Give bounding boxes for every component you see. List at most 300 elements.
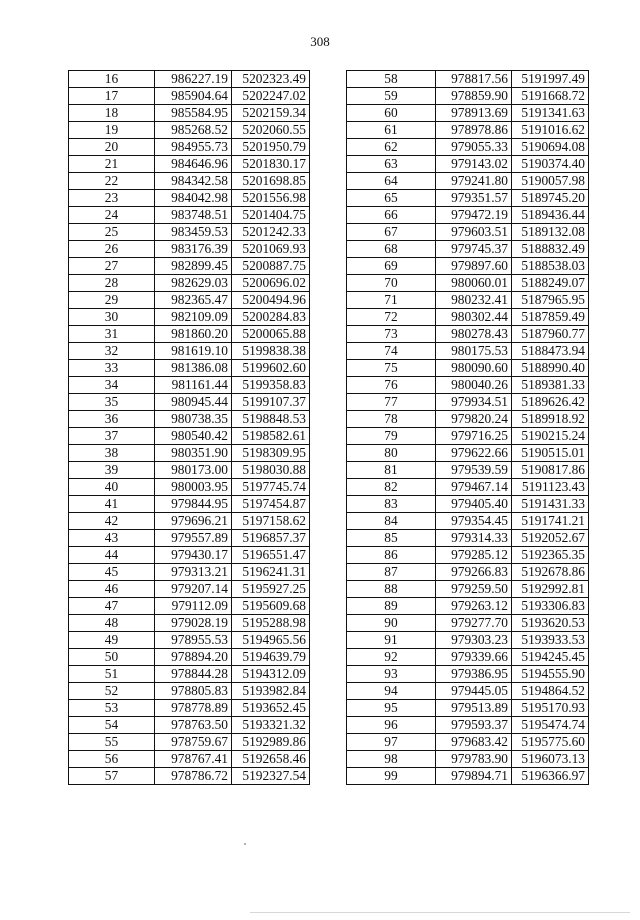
x-coordinate-cell: 979622.66 [436, 445, 512, 462]
y-coordinate-cell: 5188990.40 [512, 360, 589, 377]
x-coordinate-cell: 979354.45 [436, 513, 512, 530]
point-number-cell: 28 [69, 275, 155, 292]
point-number-cell: 92 [347, 649, 436, 666]
point-number-cell: 85 [347, 530, 436, 547]
x-coordinate-cell: 979351.57 [436, 190, 512, 207]
point-number-cell: 99 [347, 768, 436, 785]
point-number-cell: 73 [347, 326, 436, 343]
point-number-cell: 53 [69, 700, 155, 717]
x-coordinate-cell: 985584.95 [155, 105, 232, 122]
y-coordinate-cell: 5187965.95 [512, 292, 589, 309]
y-coordinate-cell: 5190515.01 [512, 445, 589, 462]
y-coordinate-cell: 5201069.93 [232, 241, 310, 258]
y-coordinate-cell: 5199358.83 [232, 377, 310, 394]
x-coordinate-cell: 982365.47 [155, 292, 232, 309]
point-number-cell: 37 [69, 428, 155, 445]
x-coordinate-cell: 983748.51 [155, 207, 232, 224]
y-coordinate-cell: 5191997.49 [512, 71, 589, 88]
x-coordinate-cell: 980175.53 [436, 343, 512, 360]
x-coordinate-cell: 985904.64 [155, 88, 232, 105]
table-row [69, 360, 310, 377]
x-coordinate-cell: 979143.02 [436, 156, 512, 173]
point-number-cell: 49 [69, 632, 155, 649]
x-coordinate-cell: 979513.89 [436, 700, 512, 717]
x-coordinate-cell: 978859.90 [436, 88, 512, 105]
point-number-cell: 31 [69, 326, 155, 343]
x-coordinate-cell: 979303.23 [436, 632, 512, 649]
y-coordinate-cell: 5196073.13 [512, 751, 589, 768]
y-coordinate-cell: 5196551.47 [232, 547, 310, 564]
table-row [347, 105, 589, 122]
x-coordinate-cell: 979263.12 [436, 598, 512, 615]
y-coordinate-cell: 5201404.75 [232, 207, 310, 224]
x-coordinate-cell: 979539.59 [436, 462, 512, 479]
x-coordinate-cell: 983459.53 [155, 224, 232, 241]
point-number-cell: 79 [347, 428, 436, 445]
x-coordinate-cell: 980278.43 [436, 326, 512, 343]
coordinate-table-right [346, 70, 589, 785]
y-coordinate-cell: 5191741.21 [512, 513, 589, 530]
point-number-cell: 43 [69, 530, 155, 547]
table-row [347, 241, 589, 258]
point-number-cell: 46 [69, 581, 155, 598]
table-row [347, 190, 589, 207]
point-number-cell: 78 [347, 411, 436, 428]
table-row [69, 632, 310, 649]
x-coordinate-cell: 979430.17 [155, 547, 232, 564]
y-coordinate-cell: 5194555.90 [512, 666, 589, 683]
point-number-cell: 96 [347, 717, 436, 734]
point-number-cell: 74 [347, 343, 436, 360]
point-number-cell: 34 [69, 377, 155, 394]
x-coordinate-cell: 979745.37 [436, 241, 512, 258]
table-row [69, 275, 310, 292]
x-coordinate-cell: 979897.60 [436, 258, 512, 275]
x-coordinate-cell: 980232.41 [436, 292, 512, 309]
y-coordinate-cell: 5193306.83 [512, 598, 589, 615]
point-number-cell: 61 [347, 122, 436, 139]
x-coordinate-cell: 979557.89 [155, 530, 232, 547]
point-number-cell: 84 [347, 513, 436, 530]
table-row [347, 649, 589, 666]
x-coordinate-cell: 979241.80 [436, 173, 512, 190]
x-coordinate-cell: 979028.19 [155, 615, 232, 632]
table-row [347, 275, 589, 292]
point-number-cell: 62 [347, 139, 436, 156]
table-row [347, 615, 589, 632]
y-coordinate-cell: 5188473.94 [512, 343, 589, 360]
y-coordinate-cell: 5198848.53 [232, 411, 310, 428]
y-coordinate-cell: 5192678.86 [512, 564, 589, 581]
y-coordinate-cell: 5197158.62 [232, 513, 310, 530]
table-row [347, 139, 589, 156]
x-coordinate-cell: 979696.21 [155, 513, 232, 530]
table-row [347, 207, 589, 224]
x-coordinate-cell: 980302.44 [436, 309, 512, 326]
point-number-cell: 44 [69, 547, 155, 564]
table-row [69, 105, 310, 122]
point-number-cell: 26 [69, 241, 155, 258]
y-coordinate-cell: 5188832.49 [512, 241, 589, 258]
table-row [69, 292, 310, 309]
table-row [69, 666, 310, 683]
table-row [347, 564, 589, 581]
point-number-cell: 65 [347, 190, 436, 207]
table-row [69, 496, 310, 513]
y-coordinate-cell: 5193982.84 [232, 683, 310, 700]
y-coordinate-cell: 5195775.60 [512, 734, 589, 751]
table-row [347, 734, 589, 751]
point-number-cell: 24 [69, 207, 155, 224]
point-number-cell: 48 [69, 615, 155, 632]
x-coordinate-cell: 979683.42 [436, 734, 512, 751]
point-number-cell: 63 [347, 156, 436, 173]
y-coordinate-cell: 5193933.53 [512, 632, 589, 649]
table-row [347, 547, 589, 564]
table-row [69, 394, 310, 411]
table-row [69, 173, 310, 190]
y-coordinate-cell: 5191016.62 [512, 122, 589, 139]
y-coordinate-cell: 5190215.24 [512, 428, 589, 445]
y-coordinate-cell: 5196366.97 [512, 768, 589, 785]
x-coordinate-cell: 978778.89 [155, 700, 232, 717]
x-coordinate-cell: 978894.20 [155, 649, 232, 666]
x-coordinate-cell: 984042.98 [155, 190, 232, 207]
point-number-cell: 27 [69, 258, 155, 275]
x-coordinate-cell: 979339.66 [436, 649, 512, 666]
y-coordinate-cell: 5191668.72 [512, 88, 589, 105]
x-coordinate-cell: 980738.35 [155, 411, 232, 428]
table-row [347, 71, 589, 88]
table-row [69, 683, 310, 700]
table-row [69, 190, 310, 207]
table-row [347, 768, 589, 785]
x-coordinate-cell: 985268.52 [155, 122, 232, 139]
table-row [347, 173, 589, 190]
table-row [347, 581, 589, 598]
table-row [347, 292, 589, 309]
x-coordinate-cell: 980003.95 [155, 479, 232, 496]
table-row [347, 122, 589, 139]
point-number-cell: 58 [347, 71, 436, 88]
table-row [69, 88, 310, 105]
table-row [347, 343, 589, 360]
x-coordinate-cell: 984955.73 [155, 139, 232, 156]
point-number-cell: 42 [69, 513, 155, 530]
point-number-cell: 20 [69, 139, 155, 156]
y-coordinate-cell: 5193321.32 [232, 717, 310, 734]
table-row [347, 309, 589, 326]
point-number-cell: 51 [69, 666, 155, 683]
table-row [69, 445, 310, 462]
y-coordinate-cell: 5192052.67 [512, 530, 589, 547]
y-coordinate-cell: 5199602.60 [232, 360, 310, 377]
table-row [69, 479, 310, 496]
y-coordinate-cell: 5193652.45 [232, 700, 310, 717]
x-coordinate-cell: 984646.96 [155, 156, 232, 173]
y-coordinate-cell: 5199107.37 [232, 394, 310, 411]
table-row [69, 768, 310, 785]
table-row [347, 496, 589, 513]
table-row [347, 411, 589, 428]
point-number-cell: 60 [347, 105, 436, 122]
table-row [69, 326, 310, 343]
point-number-cell: 77 [347, 394, 436, 411]
y-coordinate-cell: 5202323.49 [232, 71, 310, 88]
point-number-cell: 55 [69, 734, 155, 751]
x-coordinate-cell: 980173.00 [155, 462, 232, 479]
x-coordinate-cell: 979603.51 [436, 224, 512, 241]
y-coordinate-cell: 5189436.44 [512, 207, 589, 224]
table-row [69, 207, 310, 224]
point-number-cell: 94 [347, 683, 436, 700]
point-number-cell: 86 [347, 547, 436, 564]
y-coordinate-cell: 5200696.02 [232, 275, 310, 292]
table-row [347, 530, 589, 547]
y-coordinate-cell: 5188249.07 [512, 275, 589, 292]
x-coordinate-cell: 979844.95 [155, 496, 232, 513]
y-coordinate-cell: 5198030.88 [232, 462, 310, 479]
x-coordinate-cell: 979593.37 [436, 717, 512, 734]
y-coordinate-cell: 5195609.68 [232, 598, 310, 615]
point-number-cell: 97 [347, 734, 436, 751]
table-row [69, 343, 310, 360]
x-coordinate-cell: 978759.67 [155, 734, 232, 751]
table-row [69, 564, 310, 581]
point-number-cell: 38 [69, 445, 155, 462]
table-row [347, 445, 589, 462]
x-coordinate-cell: 981619.10 [155, 343, 232, 360]
x-coordinate-cell: 979820.24 [436, 411, 512, 428]
x-coordinate-cell: 979207.14 [155, 581, 232, 598]
point-number-cell: 52 [69, 683, 155, 700]
y-coordinate-cell: 5200887.75 [232, 258, 310, 275]
x-coordinate-cell: 979894.71 [436, 768, 512, 785]
point-number-cell: 87 [347, 564, 436, 581]
point-number-cell: 75 [347, 360, 436, 377]
y-coordinate-cell: 5190057.98 [512, 173, 589, 190]
point-number-cell: 64 [347, 173, 436, 190]
table-row [69, 751, 310, 768]
table-row [69, 462, 310, 479]
x-coordinate-cell: 978767.41 [155, 751, 232, 768]
y-coordinate-cell: 5199838.38 [232, 343, 310, 360]
table-row [347, 683, 589, 700]
table-row [69, 377, 310, 394]
x-coordinate-cell: 978786.72 [155, 768, 232, 785]
point-number-cell: 95 [347, 700, 436, 717]
table-row [347, 377, 589, 394]
point-number-cell: 36 [69, 411, 155, 428]
table-row [69, 547, 310, 564]
table-row [347, 751, 589, 768]
point-number-cell: 71 [347, 292, 436, 309]
point-number-cell: 82 [347, 479, 436, 496]
y-coordinate-cell: 5201242.33 [232, 224, 310, 241]
x-coordinate-cell: 978844.28 [155, 666, 232, 683]
table-row [69, 241, 310, 258]
x-coordinate-cell: 979259.50 [436, 581, 512, 598]
table-row [347, 666, 589, 683]
point-number-cell: 66 [347, 207, 436, 224]
point-number-cell: 69 [347, 258, 436, 275]
table-row [69, 122, 310, 139]
x-coordinate-cell: 979112.09 [155, 598, 232, 615]
y-coordinate-cell: 5187859.49 [512, 309, 589, 326]
x-coordinate-cell: 979277.70 [436, 615, 512, 632]
y-coordinate-cell: 5194639.79 [232, 649, 310, 666]
x-coordinate-cell: 981860.20 [155, 326, 232, 343]
point-number-cell: 54 [69, 717, 155, 734]
point-number-cell: 68 [347, 241, 436, 258]
y-coordinate-cell: 5195927.25 [232, 581, 310, 598]
y-coordinate-cell: 5190694.08 [512, 139, 589, 156]
page-number: 308 [310, 34, 330, 49]
point-number-cell: 16 [69, 71, 155, 88]
x-coordinate-cell: 982899.45 [155, 258, 232, 275]
point-number-cell: 56 [69, 751, 155, 768]
x-coordinate-cell: 979314.33 [436, 530, 512, 547]
x-coordinate-cell: 978817.56 [436, 71, 512, 88]
y-coordinate-cell: 5189918.92 [512, 411, 589, 428]
table-row [69, 734, 310, 751]
x-coordinate-cell: 980540.42 [155, 428, 232, 445]
point-number-cell: 40 [69, 479, 155, 496]
point-number-cell: 83 [347, 496, 436, 513]
y-coordinate-cell: 5202247.02 [232, 88, 310, 105]
table-row [69, 615, 310, 632]
x-coordinate-cell: 980060.01 [436, 275, 512, 292]
coordinate-table-left [68, 70, 310, 785]
y-coordinate-cell: 5196857.37 [232, 530, 310, 547]
point-number-cell: 17 [69, 88, 155, 105]
y-coordinate-cell: 5191431.33 [512, 496, 589, 513]
table-row [69, 649, 310, 666]
x-coordinate-cell: 981386.08 [155, 360, 232, 377]
table-row [69, 700, 310, 717]
y-coordinate-cell: 5189745.20 [512, 190, 589, 207]
scan-speck [244, 843, 246, 845]
x-coordinate-cell: 980090.60 [436, 360, 512, 377]
table-row [69, 411, 310, 428]
point-number-cell: 47 [69, 598, 155, 615]
table-row [347, 224, 589, 241]
table-row [69, 258, 310, 275]
x-coordinate-cell: 978805.83 [155, 683, 232, 700]
x-coordinate-cell: 979405.40 [436, 496, 512, 513]
x-coordinate-cell: 982629.03 [155, 275, 232, 292]
point-number-cell: 57 [69, 768, 155, 785]
table-row [69, 309, 310, 326]
x-coordinate-cell: 979285.12 [436, 547, 512, 564]
x-coordinate-cell: 978763.50 [155, 717, 232, 734]
x-coordinate-cell: 983176.39 [155, 241, 232, 258]
x-coordinate-cell: 979467.14 [436, 479, 512, 496]
point-number-cell: 76 [347, 377, 436, 394]
y-coordinate-cell: 5196241.31 [232, 564, 310, 581]
table-row [69, 71, 310, 88]
x-coordinate-cell: 981161.44 [155, 377, 232, 394]
table-row [69, 139, 310, 156]
table-row [347, 428, 589, 445]
y-coordinate-cell: 5201698.85 [232, 173, 310, 190]
point-number-cell: 70 [347, 275, 436, 292]
y-coordinate-cell: 5189132.08 [512, 224, 589, 241]
point-number-cell: 67 [347, 224, 436, 241]
x-coordinate-cell: 979055.33 [436, 139, 512, 156]
point-number-cell: 80 [347, 445, 436, 462]
x-coordinate-cell: 982109.09 [155, 309, 232, 326]
point-number-cell: 19 [69, 122, 155, 139]
y-coordinate-cell: 5189381.33 [512, 377, 589, 394]
y-coordinate-cell: 5192658.46 [232, 751, 310, 768]
point-number-cell: 30 [69, 309, 155, 326]
point-number-cell: 88 [347, 581, 436, 598]
x-coordinate-cell: 979313.21 [155, 564, 232, 581]
point-number-cell: 45 [69, 564, 155, 581]
y-coordinate-cell: 5198582.61 [232, 428, 310, 445]
y-coordinate-cell: 5197745.74 [232, 479, 310, 496]
x-coordinate-cell: 978955.53 [155, 632, 232, 649]
table-row [69, 513, 310, 530]
y-coordinate-cell: 5187960.77 [512, 326, 589, 343]
x-coordinate-cell: 980945.44 [155, 394, 232, 411]
y-coordinate-cell: 5191123.43 [512, 479, 589, 496]
point-number-cell: 89 [347, 598, 436, 615]
table-row [69, 428, 310, 445]
point-number-cell: 81 [347, 462, 436, 479]
y-coordinate-cell: 5191341.63 [512, 105, 589, 122]
table-row [347, 394, 589, 411]
table-row [69, 156, 310, 173]
point-number-cell: 21 [69, 156, 155, 173]
y-coordinate-cell: 5192365.35 [512, 547, 589, 564]
y-coordinate-cell: 5201556.98 [232, 190, 310, 207]
x-coordinate-cell: 979266.83 [436, 564, 512, 581]
point-number-cell: 93 [347, 666, 436, 683]
point-number-cell: 72 [347, 309, 436, 326]
y-coordinate-cell: 5193620.53 [512, 615, 589, 632]
point-number-cell: 18 [69, 105, 155, 122]
point-number-cell: 50 [69, 649, 155, 666]
x-coordinate-cell: 979472.19 [436, 207, 512, 224]
x-coordinate-cell: 979716.25 [436, 428, 512, 445]
x-coordinate-cell: 979934.51 [436, 394, 512, 411]
y-coordinate-cell: 5194312.09 [232, 666, 310, 683]
y-coordinate-cell: 5192989.86 [232, 734, 310, 751]
table-row [69, 581, 310, 598]
point-number-cell: 39 [69, 462, 155, 479]
y-coordinate-cell: 5192327.54 [232, 768, 310, 785]
point-number-cell: 90 [347, 615, 436, 632]
table-row [347, 258, 589, 275]
y-coordinate-cell: 5195474.74 [512, 717, 589, 734]
x-coordinate-cell: 986227.19 [155, 71, 232, 88]
y-coordinate-cell: 5189626.42 [512, 394, 589, 411]
y-coordinate-cell: 5197454.87 [232, 496, 310, 513]
y-coordinate-cell: 5200065.88 [232, 326, 310, 343]
table-row [347, 598, 589, 615]
table-row [347, 479, 589, 496]
scan-edge-line [250, 912, 630, 913]
point-number-cell: 25 [69, 224, 155, 241]
point-number-cell: 41 [69, 496, 155, 513]
y-coordinate-cell: 5200494.96 [232, 292, 310, 309]
y-coordinate-cell: 5194245.45 [512, 649, 589, 666]
y-coordinate-cell: 5201950.79 [232, 139, 310, 156]
table-row [69, 224, 310, 241]
y-coordinate-cell: 5192992.81 [512, 581, 589, 598]
